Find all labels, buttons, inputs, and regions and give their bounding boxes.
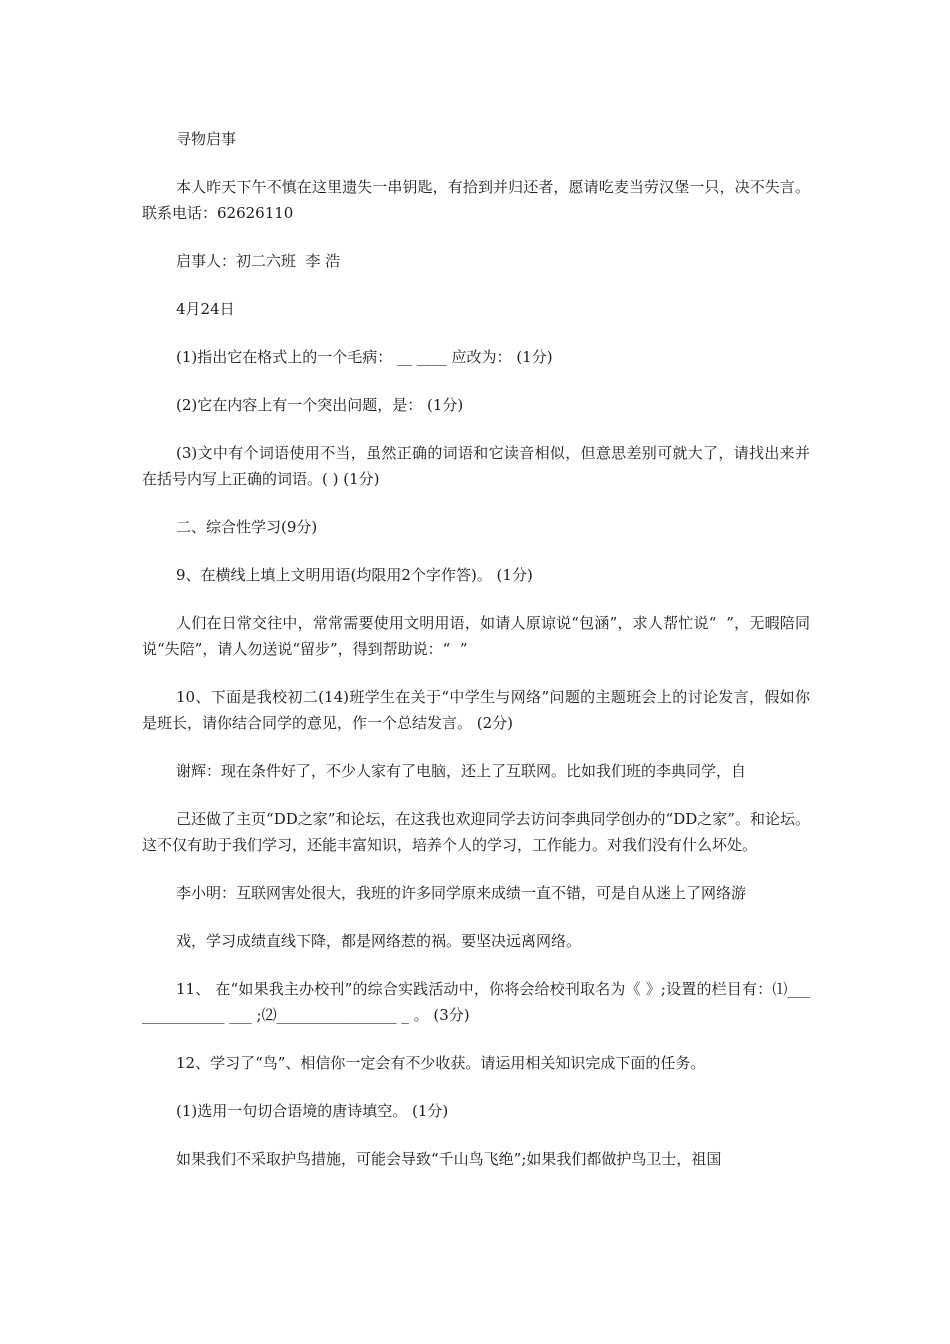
notice-signer: 启事人：初二六班 李 浩 <box>176 252 341 270</box>
section-heading: 二、综合性学习(9分) <box>176 518 318 536</box>
speech-xiehui-1: 谢辉：现在条件好了，不少人家有了电脑，还上了互联网。比如我们班的李典同学，自 <box>176 762 747 780</box>
notice-date: 4月24日 <box>176 300 235 318</box>
question-word: (3)文中有个词语使用不当，虽然正确的词语和它读音相似，但意思差别可就大了，请找出来并在括号内写上正确的词语。( ) (1分) <box>142 444 810 488</box>
speech-lixiaoming-2: 戏，学习成绩直线下降，都是网络惹的祸。要坚决远离网络。 <box>176 932 582 950</box>
document-body <box>142 126 810 1194</box>
question-format: (1)指出它在格式上的一个毛病： __ ____ 应改为： (1分) <box>176 348 553 366</box>
question-12: 12、学习了“鸟”、相信你一定会有不少收获。请运用相关知识完成下面的任务。 <box>176 1054 706 1072</box>
question-10: 10、下面是我校初二(14)班学生在关于“中学生与网络”问题的主题班会上的讨论发言，假如你是班长，请你结合同学的意见，作一个总结发言。 (2分) <box>142 688 810 732</box>
question-12-1: (1)选用一句切合语境的唐诗填空。 (1分) <box>176 1102 449 1120</box>
question-11: 11、 在“如果我主办校刊”的综合实践活动中，你将会给校刊取名为《 》;设置的栏目有：⑴______________ ___ ;⑵________________ _ 。 (3分) <box>142 980 810 1024</box>
question-9: 9、在横线上填上文明用语(均限用2个字作答)。 (1分) <box>176 566 533 584</box>
question-12-1-text: 如果我们不采取护鸟措施，可能会导致“千山鸟飞绝”;如果我们都做护鸟卫士，祖国 <box>176 1150 722 1168</box>
speech-xiehui-2: 己还做了主页“DD之家”和论坛，在这我也欢迎同学去访问李典同学创办的“DD之家”。和论坛。这不仅有助于我们学习，还能丰富知识，培养个人的学习，工作能力。对我们没有什么坏处。 <box>142 810 810 854</box>
notice-title: 寻物启事 <box>176 130 237 148</box>
question-9-text: 人们在日常交往中，常常需要使用文明用语，如请人原谅说“包涵”，求人帮忙说“ ”，无暇陪同说“失陪”，请人勿送说“留步”，得到帮助说：“ ” <box>142 614 810 658</box>
speech-lixiaoming-1: 李小明：互联网害处很大，我班的许多同学原来成绩一直不错，可是自从迷上了网络游 <box>176 884 747 902</box>
question-content: (2)它在内容上有一个突出问题，是： (1分) <box>176 396 464 414</box>
notice-content: 本人昨天下午不慎在这里遗失一串钥匙，有拾到并归还者，愿请吃麦当劳汉堡一只，决不失言。联系电话：62626110 <box>142 178 810 222</box>
